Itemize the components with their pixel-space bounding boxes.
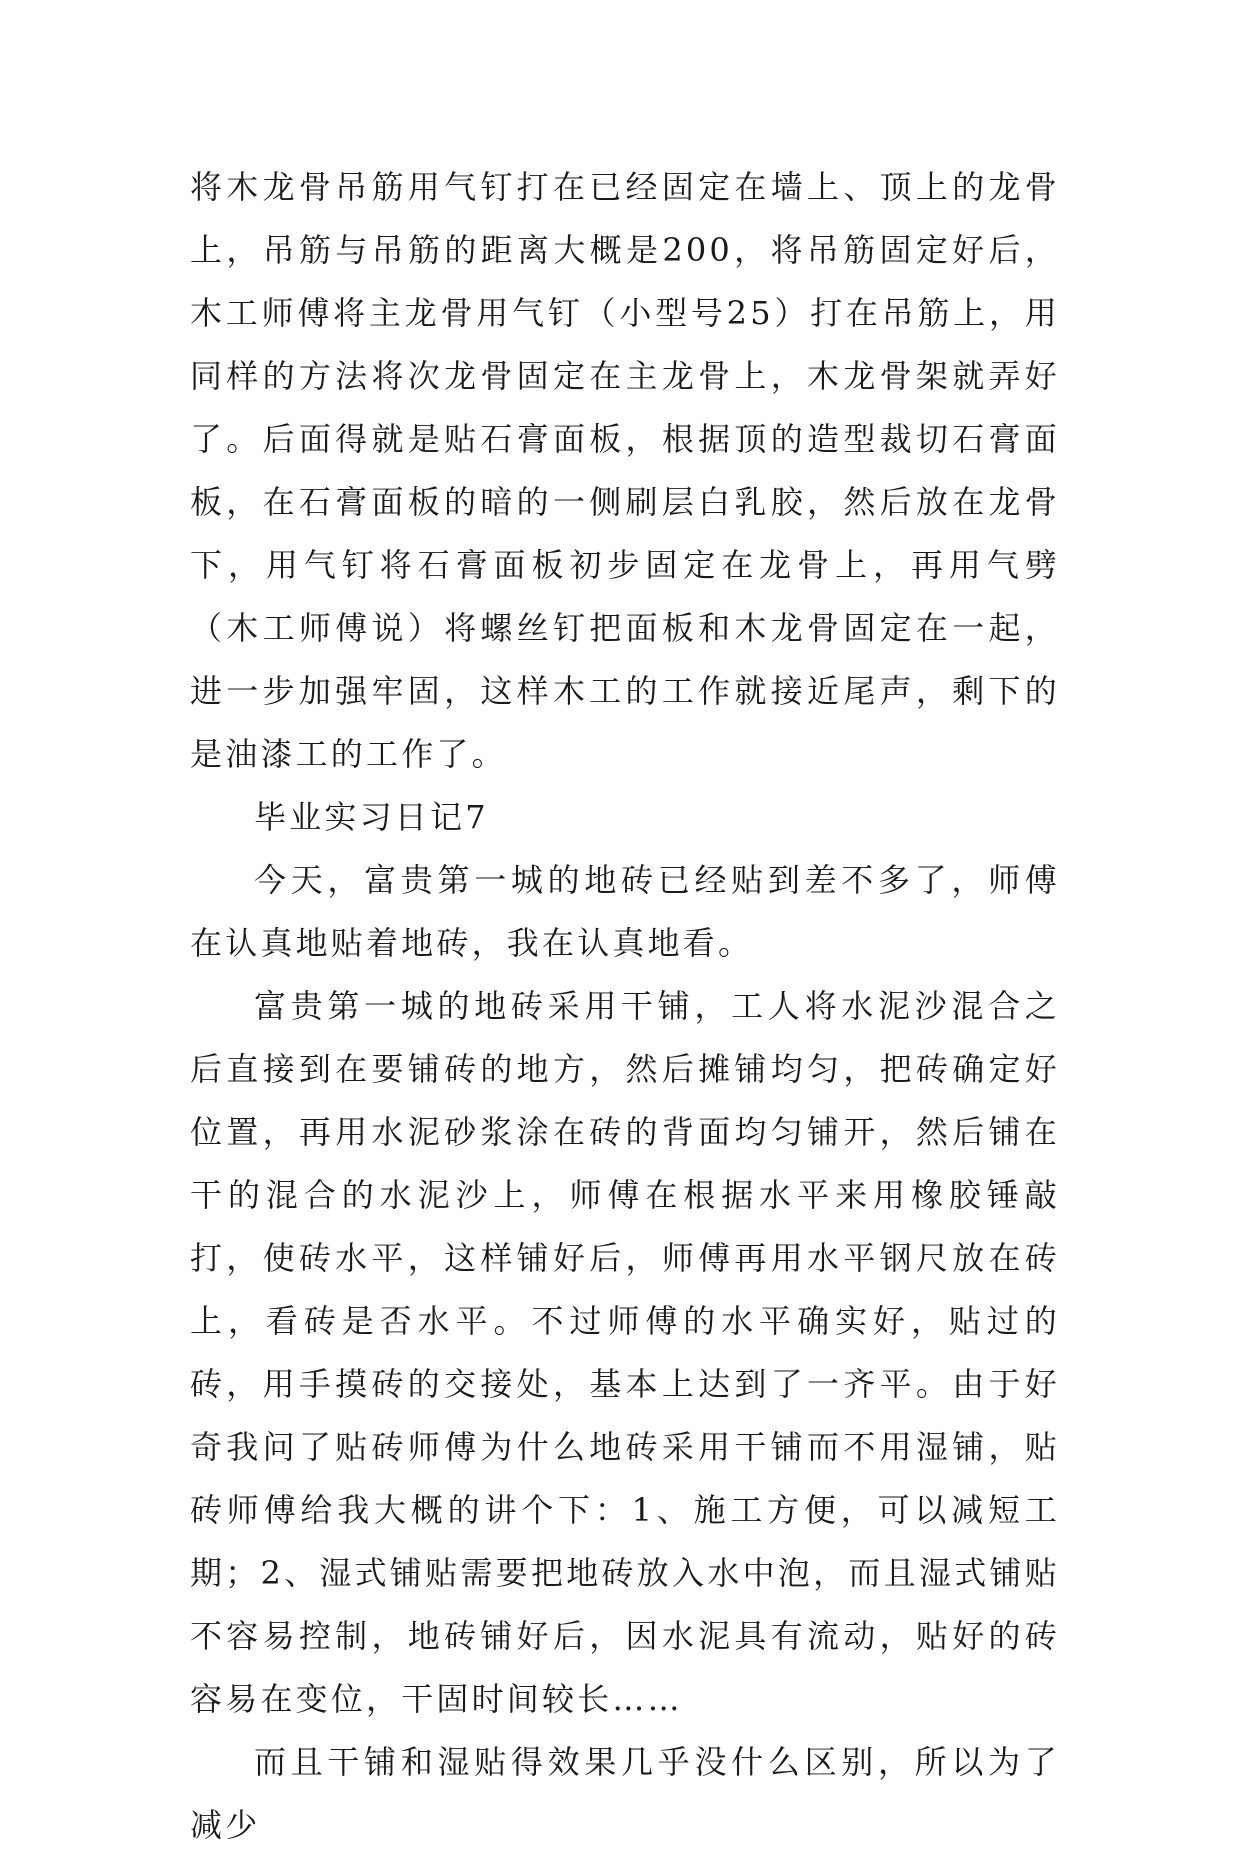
diary-heading: 毕业实习日记7 bbox=[254, 798, 489, 836]
document-page bbox=[190, 156, 1060, 1857]
paragraph-ceiling-work: 将木龙骨吊筋用气钉打在已经固定在墙上、顶上的龙骨上，吊筋与吊筋的距离大概是200，将吊筋固定好后，木工师傅将主龙骨用气钉（小型号25）打在吊筋上，用同样的方法将次龙骨固定在主龙骨上，木龙骨架就弄好了。后面得就是贴石膏面板，根据顶的造型裁切石膏面板，在石膏面板的暗的一侧刷层白乳胶，然后放在龙骨下，用气钉将石膏面板初步固定在龙骨上，再用气劈（木工师傅说）将螺丝钉把面板和木龙骨固定在一起，进一步加强牢固，这样木工的工作就接近尾声，剩下的是油漆工的工作了。 bbox=[190, 168, 1060, 773]
paragraph-conclusion: 而且干铺和湿贴得效果几乎没什么区别，所以为了减少 bbox=[190, 1743, 1060, 1844]
paragraph-dry-laying: 富贵第一城的地砖采用干铺，工人将水泥沙混合之后直接到在要铺砖的地方，然后摊铺均匀，把砖确定好位置，再用水泥砂浆涂在砖的背面均匀铺开，然后铺在干的混合的水泥沙上，师傅在根据水平来用橡胶锤敲打，使砖水平，这样铺好后，师傅再用水平钢尺放在砖上，看砖是否水平。不过师傅的水平确实好，贴过的砖，用手摸砖的交接处，基本上达到了一齐平。由于好奇我问了贴砖师傅为什么地砖采用干铺而不用湿铺，贴砖师傅给我大概的讲个下：1、施工方便，可以减短工期；2、湿式铺贴需要把地砖放入水中泡，而且湿式铺贴不容易控制，地砖铺好后，因水泥具有流动，贴好的砖容易在变位，干固时间较长…… bbox=[190, 987, 1060, 1718]
paragraph-today: 今天，富贵第一城的地砖已经贴到差不多了，师傅在认真地贴着地砖，我在认真地看。 bbox=[190, 861, 1060, 962]
